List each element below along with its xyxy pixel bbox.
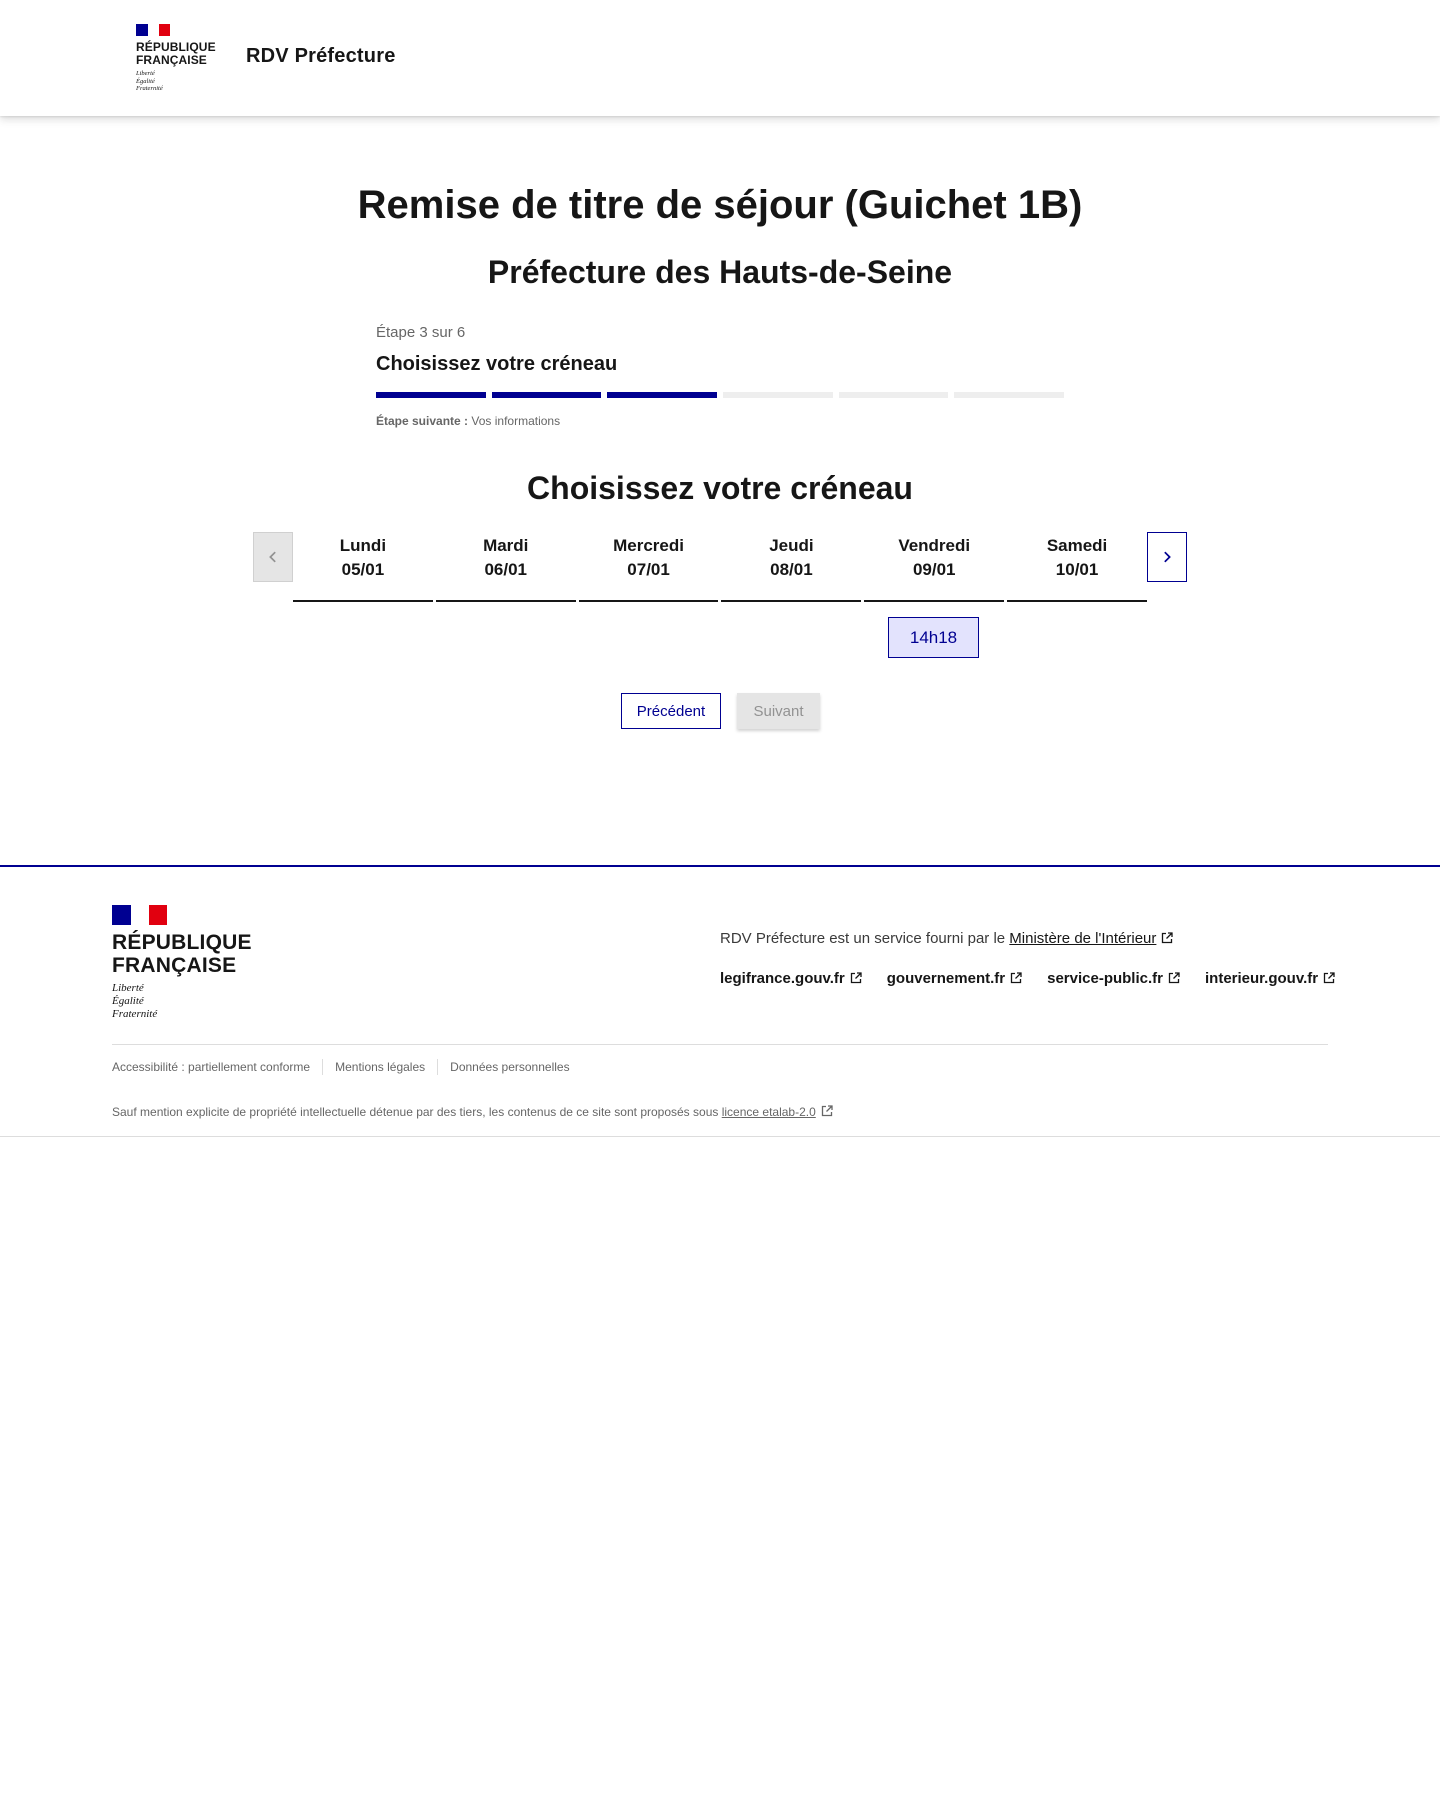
external-link-icon (821, 1105, 833, 1117)
day-column (293, 532, 433, 602)
day-date: 09/01 (912, 560, 956, 579)
footer-bottom-links (112, 1058, 570, 1076)
logo-line-1: RÉPUBLIQUE (136, 40, 216, 54)
step-segment-3 (607, 392, 717, 398)
footer-link-gouvernement[interactable] (887, 970, 1022, 987)
chevron-right-icon (1160, 550, 1174, 564)
footer-links (720, 970, 1335, 987)
external-link-icon (850, 972, 862, 984)
motto-egalite: Égalité (112, 995, 144, 1007)
calendar-next-button[interactable] (1147, 532, 1187, 582)
footer-link-label: legifrance.gouv.fr (720, 970, 845, 987)
day-date: 05/01 (341, 560, 385, 579)
footer-licence (112, 1103, 833, 1121)
motto-liberte: Liberté (112, 982, 144, 994)
page-title: Remise de titre de séjour (Guichet 1B) (357, 183, 1083, 227)
footer-link-service-public[interactable] (1047, 970, 1180, 987)
page-subtitle: Préfecture des Hauts-de-Seine (487, 254, 953, 290)
footer-logo-line-2: FRANÇAISE (112, 954, 237, 977)
licence-text: Sauf mention explicite de propriété intellectuelle détenue par des tiers, les contenus de ce site sont proposés sous (112, 1105, 719, 1119)
external-link-icon (1323, 972, 1335, 984)
external-link-icon (1161, 932, 1173, 944)
step-segment-1 (376, 392, 486, 398)
day-name: Jeudi (769, 536, 814, 555)
step-next-label: Étape suivante : (376, 414, 469, 428)
service-name[interactable]: RDV Préfecture (246, 45, 396, 67)
external-link-icon (1010, 972, 1022, 984)
step-segment-4 (723, 392, 833, 398)
day-name: Lundi (339, 536, 387, 555)
day-name: Vendredi (898, 536, 971, 555)
day-name: Samedi (1046, 536, 1108, 555)
time-slot-button[interactable]: 14h18 (888, 617, 979, 658)
day-date: 08/01 (770, 560, 813, 579)
next-button[interactable]: Suivant (737, 693, 820, 729)
calendar-prev-button[interactable] (253, 532, 293, 582)
footer-logo-text (112, 931, 272, 977)
site-header (0, 0, 1440, 116)
logo-text (136, 41, 216, 67)
legal-notice-link[interactable]: Mentions légales (335, 1060, 426, 1074)
licence-link[interactable] (722, 1105, 833, 1119)
footer-logo-line-1: RÉPUBLIQUE (112, 931, 252, 954)
section-title: Choisissez votre créneau (527, 470, 913, 506)
day-column (864, 532, 1004, 602)
footer-link-label: service-public.fr (1047, 970, 1163, 987)
motto-fraternite: Fraternité (136, 85, 163, 92)
previous-button[interactable]: Précédent (621, 693, 721, 729)
accessibility-link[interactable]: Accessibilité : partiellement conforme (112, 1060, 311, 1074)
step-count: Étape 3 sur 6 (376, 324, 466, 341)
day-column (1007, 532, 1147, 602)
step-progress-bar (376, 392, 1064, 398)
site-footer (0, 865, 1440, 1137)
footer-link-legifrance[interactable] (720, 970, 862, 987)
motto-liberte: Liberté (136, 70, 155, 77)
footer-divider (112, 1044, 1328, 1045)
calendar-days (293, 532, 1147, 602)
step-segment-2 (492, 392, 602, 398)
stepper (376, 322, 1064, 430)
step-next (376, 412, 1064, 430)
day-column (721, 532, 861, 602)
footer-link-label: gouvernement.fr (886, 970, 1006, 987)
footer-link-label: interieur.gouv.fr (1205, 970, 1319, 987)
day-name: Mercredi (613, 536, 684, 555)
footer-description-text: RDV Préfecture est un service fourni par le (720, 930, 1006, 947)
republique-francaise-logo[interactable] (136, 24, 216, 93)
external-link-icon (1168, 972, 1180, 984)
personal-data-link[interactable]: Données personnelles (450, 1060, 570, 1074)
footer-description (720, 927, 1173, 951)
logo-motto (136, 70, 216, 93)
ministry-link[interactable] (1009, 930, 1173, 947)
divider (322, 1059, 323, 1075)
logo-line-2: FRANÇAISE (136, 53, 207, 67)
licence-link-label: licence etalab-2.0 (721, 1105, 816, 1119)
day-date: 06/01 (484, 560, 528, 579)
french-flag-icon (136, 24, 216, 36)
chevron-left-icon (266, 550, 280, 564)
step-segment-6 (954, 392, 1064, 398)
step-next-value: Vos informations (471, 414, 561, 428)
motto-fraternite: Fraternité (112, 1008, 158, 1020)
day-date: 10/01 (1055, 560, 1099, 579)
motto-egalite: Égalité (136, 77, 155, 85)
divider (437, 1059, 438, 1075)
ministry-link-label: Ministère de l'Intérieur (1009, 930, 1157, 947)
day-column (436, 532, 576, 602)
footer-link-interieur[interactable] (1205, 970, 1335, 987)
day-name: Mardi (483, 536, 529, 555)
day-column (579, 532, 719, 602)
step-segment-5 (839, 392, 949, 398)
footer-logo-motto (112, 982, 272, 1021)
french-flag-icon (112, 905, 272, 925)
footer-republique-francaise-logo[interactable] (112, 905, 272, 1021)
step-title: Choisissez votre créneau (376, 353, 618, 375)
day-date: 07/01 (627, 560, 670, 579)
